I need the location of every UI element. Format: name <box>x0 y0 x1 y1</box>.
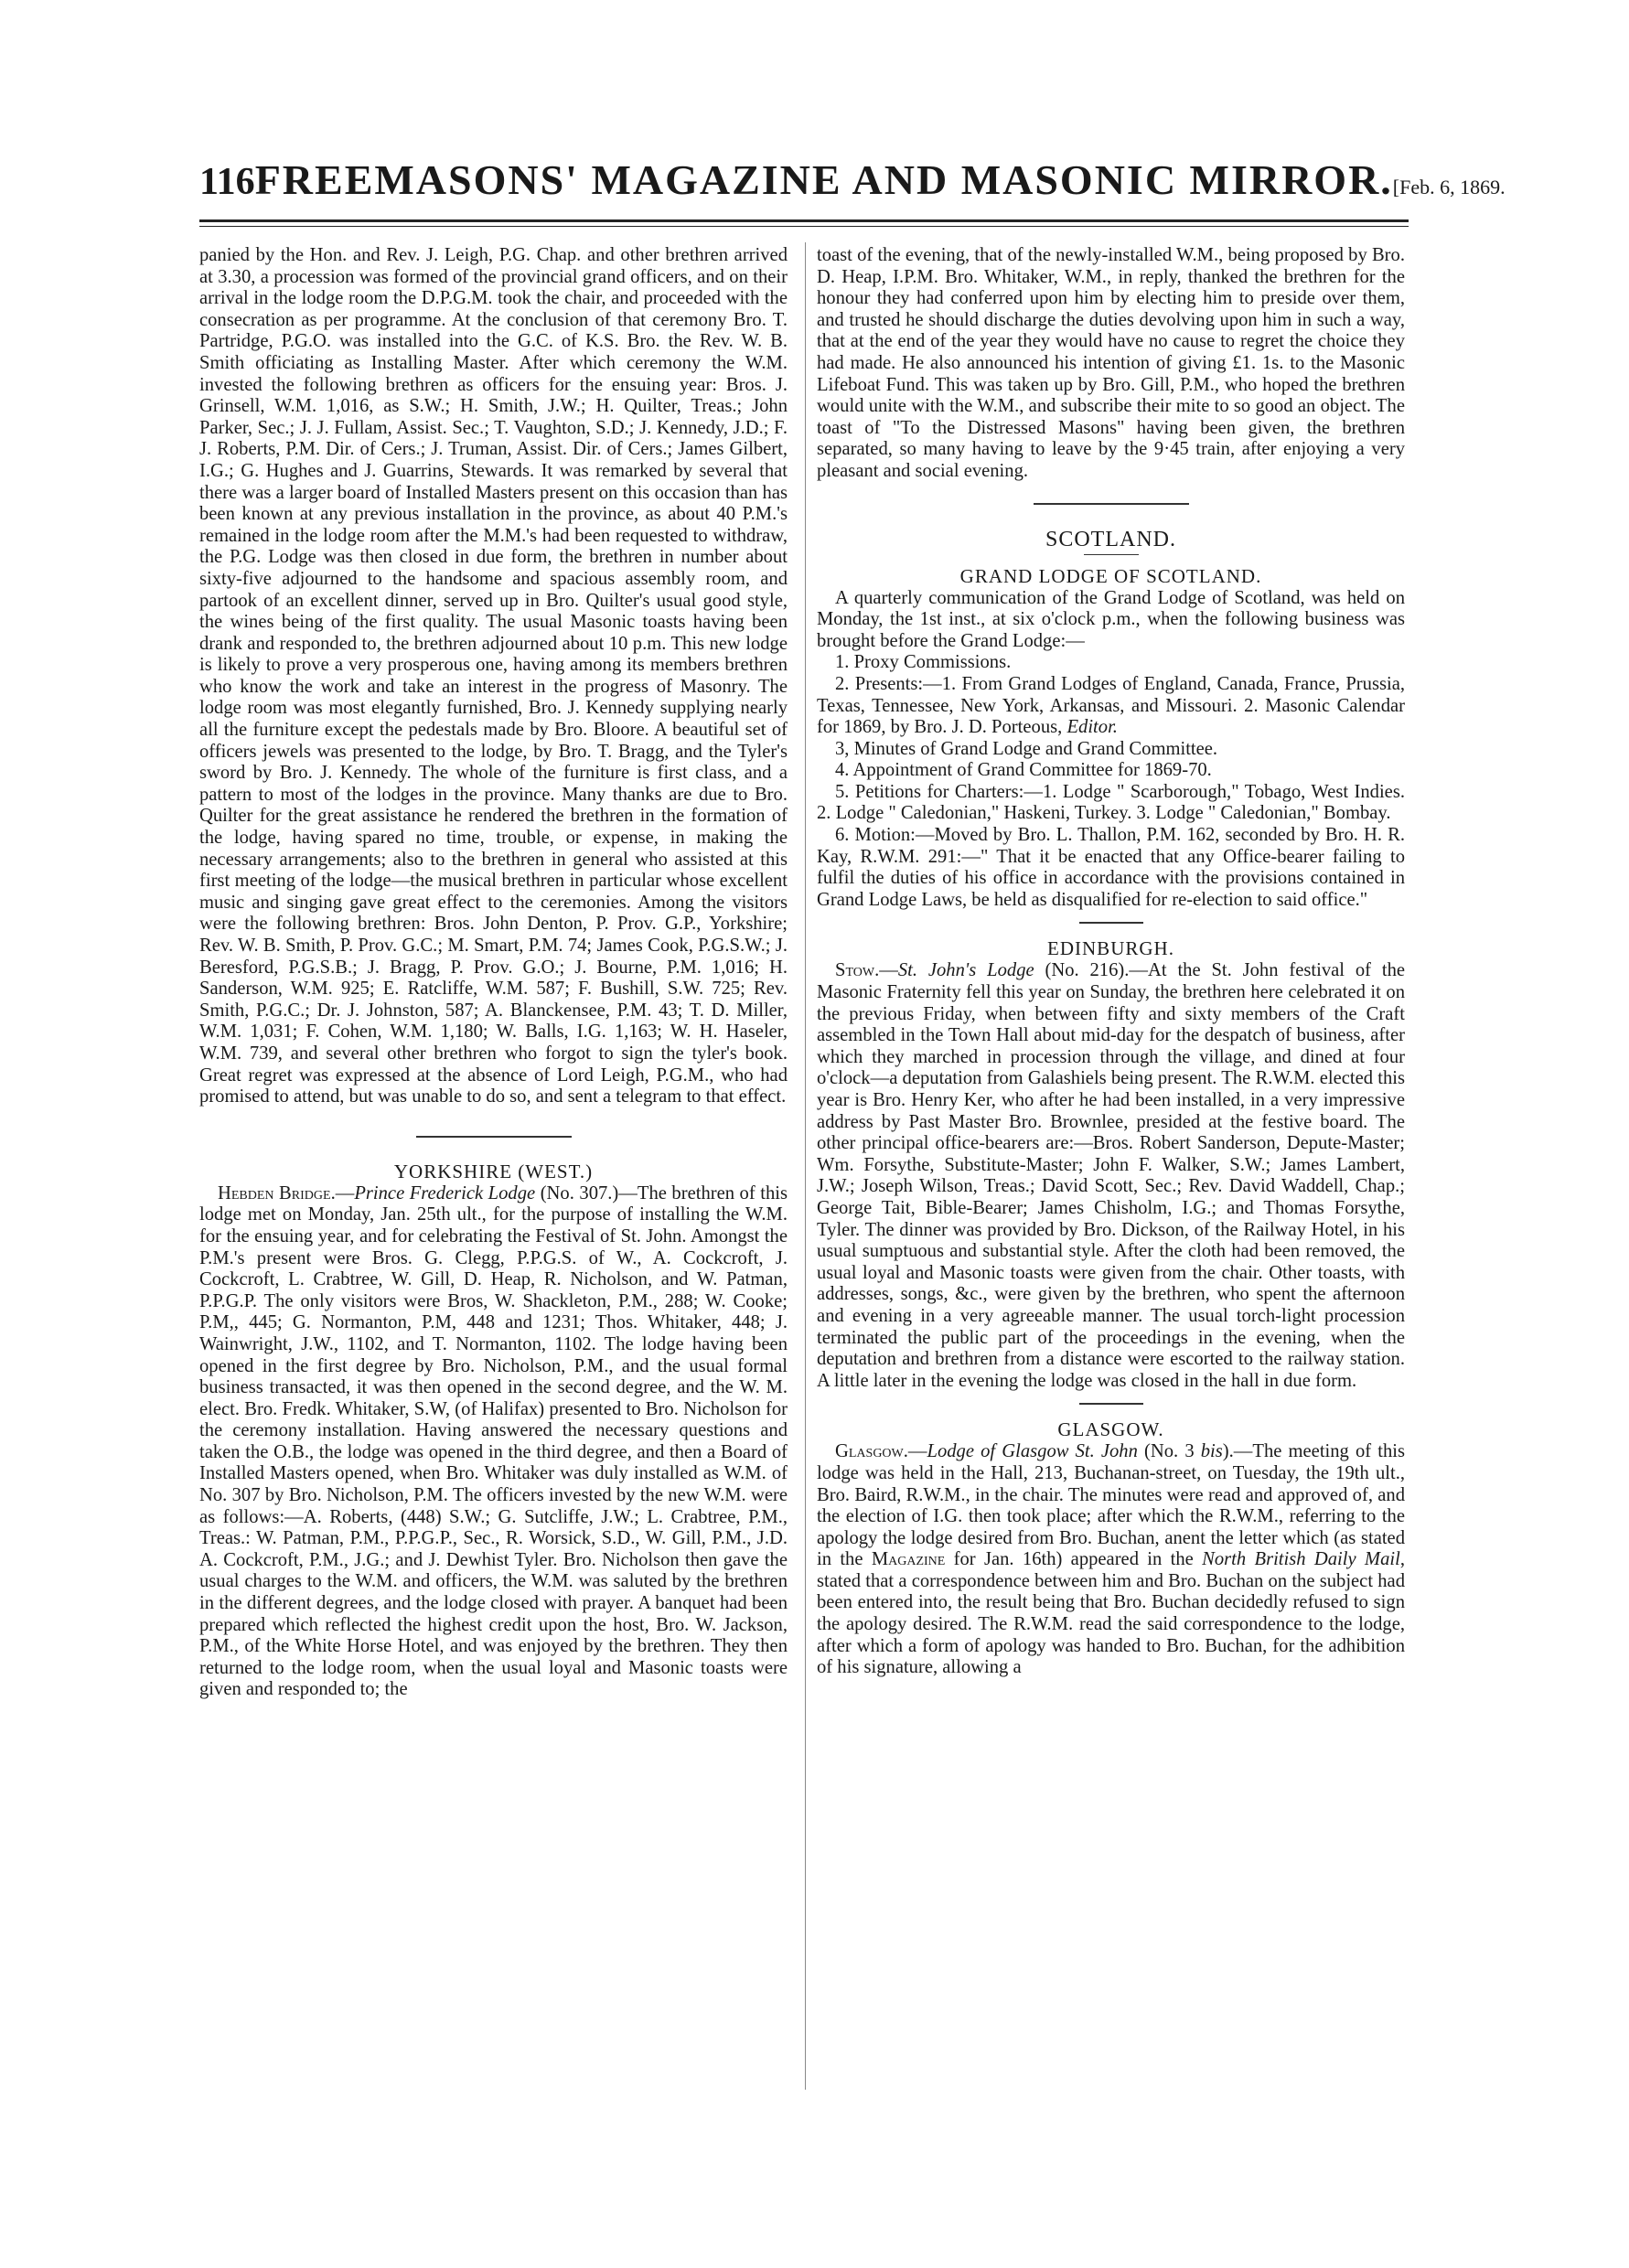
issue-date: [Feb. 6, 1869. <box>1392 176 1506 198</box>
right-column <box>817 245 1405 1679</box>
hebden-bridge-report: Hebden Bridge.—Prince Frederick Lodge (No. 307.)—The brethren of this lodge met on Monday, Jan. 25th ult., for the purpose of installing the W.M. for the ensuing year, and for celebrating the Festival of St. John. Amongst the P.M.'s present were Bros. G. Clegg, P.P.G.S. of W., A. Cockcroft, J. Cockcroft, L. Crabtree, W. Gill, D. Heap, R. Nicholson, and W. Patman, P.P.G.P. The only visitors were Bros, W. Shackleton, P.M., 288; W. Cooke; P.M,, 445; G. Normanton, P.M, 448 and 1231; Thos. Whitaker, 448; J. Wainwright, J.W., 1102, and T. Normanton, 1102. The lodge having been opened in the first degree by Bro. Nicholson, P.M., and the usual formal business transacted, it was then opened in the second degree, and the W. M. elect. Bro. Fredk. Whitaker, S.W, (of Halifax) presented to Bro. Nicholson for the ceremony installation. Having answered the necessary questions and taken the O.B., the lodge was opened in the third degree, and then a Board of Installed Masters opened, when Bro. Whitaker was duly installed as W.M. of No. 307 by Bro. Nicholson, P.M. The officers invested by the new W.M. were as follows:—A. Roberts, (448) S.W.; G. Sutcliffe, J.W.; L. Crabtree, P.M., Treas.: W. Patman, P.M., P.P.G.P., Sec., R. Worsick, S.D., W. Gill, P.M., J.D. A. Cockcroft, P.M., J.G.; and J. Dewhist Tyler. Bro. Nicholson then gave the usual charges to the W.M. and officers, the W.M. was saluted by the brethren in the different degrees, and the lodge closed with prayer. A banquet had been prepared which reflected the highest credit upon the host, Bro. W. Jackson, P.M., of the White Horse Hotel, and was enjoyed by the brethren. They then returned to the lodge room, when the usual loyal and Masonic toasts were given and responded to; the <box>199 1182 788 1700</box>
report-lead: Hebden Bridge. <box>218 1182 336 1204</box>
business-item-4: 4. Appointment of Grand Committee for 1869-70. <box>835 760 1212 781</box>
business-item-1: 1. Proxy Commissions. <box>835 652 1012 673</box>
lodge-name: Lodge of Glasgow St. John <box>927 1441 1138 1462</box>
stow-report: Stow.—St. John's Lodge (No. 216).—At the St. John festival of the Masonic Fraternity fell this year on Sunday, the brethren here celebrated it on the previous Friday, when between fifty and sixty members of the Craft assembled in the Town Hall about mid-day for the despatch of business, after which they marched in procession through the village, and dined at four o'clock—a deputation from Galashiels being present. The R.W.M. elected this year is Bro. Henry Ker, who after he had been installed, in a very impressive address by Past Master Bro. Brownlee, presided at the festive board. The other principal office-bearers are:—Bros. Robert Sanderson, Depute-Master; Wm. Forsythe, Substitute-Master; John F. Walker, S.W.; James Lambert, J.W.; Joseph Wilson, Treas.; David Scott, Sec.; Rev. David Waddell, Chap.; George Tait, Bible-Bearer; James Chisholm, I.G.; and Thomas Forsythe, Tyler. The dinner was provided by Bro. Dickson, of the Railway Hotel, in his usual sumptuous and substantial style. After the cloth had been removed, the usual loyal and Masonic toasts were given from the chair. Other toasts, with addresses, songs, &c., were given by the brethren, who spent the afternoon and evening in a very agreeable manner. The usual torch-light procession terminated the public part of the proceedings in the evening, when the deputation and brethren from a distance were escorted to the railway station. A little later in the evening the lodge was closed in the hall in due form. <box>817 960 1406 1391</box>
grand-lodge-intro: A quarterly communication of the Grand Lodge of Scotland, was held on Monday, the 1st inst., at six o'clock p.m., when the following business was brought before the Grand Lodge:— <box>817 587 1405 651</box>
column-divider <box>805 242 806 2090</box>
page-number: 116 <box>199 161 255 203</box>
business-item-3: 3, Minutes of Grand Lodge and Grand Committee. <box>835 738 1218 759</box>
lodge-name: Prince Frederick Lodge <box>354 1182 536 1204</box>
section-separator <box>416 1136 572 1138</box>
magazine-title: FREEMASONS' MAGAZINE AND MASONIC MIRROR. <box>254 156 1393 203</box>
header-rule-thin <box>199 226 1409 227</box>
page-header <box>199 155 1506 212</box>
report-lead: Glasgow. <box>835 1441 908 1462</box>
lodge-name: St. John's Lodge <box>897 960 1034 981</box>
magazine-reference: Magazine <box>871 1549 946 1570</box>
business-item-5: 5. Petitions for Charters:—1. Lodge " Scarborough," Tobago, West Indies. 2. Lodge " Caledonian," Haskeni, Turkey. 3. Lodge " Caledonian," Bombay. <box>817 781 1405 824</box>
header-rule-thick <box>199 219 1409 222</box>
report-lead: Stow. <box>835 960 880 981</box>
subsection-separator <box>1079 1403 1143 1405</box>
continued-paragraph: toast of the evening, that of the newly-installed W.M., being proposed by Bro. D. Heap, I.P.M. Bro. Whitaker, W.M., in reply, thanked the brethren for the honour they had conferred upon him by electing him to preside over them, and trusted he should discharge the duties devolving upon him in such a way, that at the end of the year they would have no cause to regret the choice they had made. He also announced his intention of giving £1. 1s. to the Masonic Lifeboat Fund. This was taken up by Bro. Gill, P.M., who hoped the brethren would unite with the W.M., and subscribe their mite to so good an object. The toast of "To the Distressed Masons" having been given, the brethren separated, so many having to leave by the 9·45 train, after enjoying a very pleasant and social evening. <box>817 245 1405 481</box>
business-item-2: 2. Presents:—1. From Grand Lodges of England, Canada, France, Prussia, Texas, Tennessee, New York, Arkansas, and Missouri. 2. Masonic Calendar for 1869, by Bro. J. D. Porteous, Editor. <box>817 673 1405 738</box>
report-body: (No. 216).—At the St. John festival of the Masonic Fraternity fell this year on Sunday, the brethren here celebrated it on the previous Friday, when between fifty and sixty members of the Craft assembled in the Town Hall about mid-day for the despatch of business, after which they marched in procession through the village, and dined at four o'clock—a deputation from Galashiels being present. The R.W.M. elected this year is Bro. Henry Ker, who after he had been installed, in a very impressive address by Past Master Bro. Brownlee, presided at the festive board. The other principal office-bearers are:—Bros. Robert Sanderson, Depute-Master; Wm. Forsythe, Substitute-Master; John F. Walker, S.W.; James Lambert, J.W.; Joseph Wilson, Treas.; David Scott, Sec.; Rev. David Waddell, Chap.; George Tait, Bible-Bearer; James Chisholm, I.G.; and Thomas Forsythe, Tyler. The dinner was provided by Bro. Dickson, of the Railway Hotel, in his usual sumptuous and substantial style. After the cloth had been removed, the usual loyal and Masonic toasts were given from the chair. Other toasts, with addresses, songs, &c., were given by the brethren, who spent the afternoon and evening in a very agreeable manner. The usual torch-light procession terminated the public part of the proceedings in the evening, when the deputation and brethren from a distance were escorted to the railway station. A little later in the evening the lodge was closed in the hall in due form. <box>817 960 1406 1391</box>
newspaper-name: North British Daily Mail <box>1202 1549 1400 1570</box>
business-item-6: 6. Motion:—Moved by Bro. L. Thallon, P.M. 162, seconded by Bro. H. R. Kay, R.W.M. 291:—" That it be enacted that any Office-bearer failing to fulfil the duties of his office in accordance with the provisions contained in Grand Lodge Laws, be held as disqualified for re-election to said office." <box>817 825 1405 910</box>
heading-rule <box>1084 554 1139 555</box>
left-column <box>199 245 788 1701</box>
subheading-edinburgh: EDINBURGH. <box>1047 937 1174 960</box>
subheading-grand-lodge: GRAND LODGE OF SCOTLAND. <box>959 564 1262 587</box>
section-separator <box>1034 503 1189 505</box>
report-body: (No. 307.)—The brethren of this lodge met on Monday, Jan. 25th ult., for the purpose of installing the W.M. for the ensuing year, and for celebrating the Festival of St. John. Amongst the P.M.'s present were Bros. G. Clegg, P.P.G.S. of W., A. Cockcroft, J. Cockcroft, L. Crabtree, W. Gill, D. Heap, R. Nicholson, and W. Patman, P.P.G.P. The only visitors were Bros, W. Shackleton, P.M., 288; W. Cooke; P.M,, 445; G. Normanton, P.M, 448 and 1231; Thos. Whitaker, 448; J. Wainwright, J.W., 1102, and T. Normanton, 1102. The lodge having been opened in the first degree by Bro. Nicholson, P.M., and the usual formal business transacted, it was then opened in the second degree, and the W. M. elect. Bro. Fredk. Whitaker, S.W, (of Halifax) presented to Bro. Nicholson for the ceremony installation. Having answered the necessary questions and taken the O.B., the lodge was opened in the third degree, and then a Board of Installed Masters opened, when Bro. Whitaker was duly installed as W.M. of No. 307 by Bro. Nicholson, P.M. The officers invested by the new W.M. were as follows:—A. Roberts, (448) S.W.; G. Sutcliffe, J.W.; L. Crabtree, P.M., Treas.: W. Patman, P.M., P.P.G.P., Sec., R. Worsick, S.D., W. Gill, P.M., J.D. A. Cockcroft, P.M., J.G.; and J. Dewhist Tyler. Bro. Nicholson then gave the usual charges to the W.M. and officers, the W.M. was saluted by the brethren in the different degrees, and the lodge closed with prayer. A banquet had been prepared which reflected the highest credit upon the host, Bro. W. Jackson, P.M., of the White Horse Hotel, and was enjoyed by the brethren. They then returned to the lodge room, when the usual loyal and Masonic toasts were given and responded to; the <box>199 1182 788 1700</box>
section-heading-scotland: SCOTLAND. <box>1045 527 1176 551</box>
section-heading-yorkshire: YORKSHIRE (WEST.) <box>393 1160 594 1182</box>
subsection-separator <box>1079 922 1143 924</box>
glasgow-report: Glasgow.—Lodge of Glasgow St. John (No. 3 bis).—The meeting of this lodge was held in the Hall, 213, Buchanan-street, on Tuesday, the 19th ult., Bro. Baird, R.W.M., in the chair. The minutes were read and approved of, and the election of I.G. then took place; after which the R.W.M., referring to the apology the lodge desired from Bro. Buchan, anent the letter which (as stated in the Magazine for Jan. 16th) appeared in the North British Daily Mail, stated that a correspondence between him and Bro. Buchan on the subject had been entered into, the result being that Bro. Buchan decidedly refused to sign the apology desired. The R.W.M. read the said correspondence to the lodge, after which a form of apology was handed to Bro. Buchan, for the adhibition of his signature, allowing a <box>817 1441 1405 1678</box>
continued-paragraph: panied by the Hon. and Rev. J. Leigh, P.G. Chap. and other brethren arrived at 3.30, a procession was formed of the provincial grand officers, and on their arrival in the lodge room the D.P.G.M. took the chair, and proceeded with the consecration as per programme. At the conclusion of that ceremony Bro. T. Partridge, P.G.O. was installed into the G.C. of K.S. Bro. the Rev. W. B. Smith officiating as Installing Master. After which ceremony the W.M. invested the following brethren as officers for the ensuing year: Bros. J. Grinsell, W.M. 1,016, as S.W.; H. Smith, J.W.; H. Quilter, Treas.; John Parker, Sec.; J. J. Fullam, Assist. Sec.; T. Vaughton, S.D.; J. Kennedy, J.D.; F. J. Roberts, P.M. Dir. of Cers.; J. Truman, Assist. Dir. of Cers.; James Gilbert, I.G.; G. Hughes and J. Guarrins, Stewards. It was remarked by several that there was a larger board of Installed Masters present on this occasion than has been known at any previous installation in the province, as about 40 P.M.'s remained in the lodge room after the M.M.'s had been requested to withdraw, the P.G. Lodge was then closed in due form, the brethren in number about sixty-five adjourned to the handsome and spacious assembly room, and partook of an excellent dinner, served up in Bro. Quilter's usual good style, the wines being of the first quality. The usual Masonic toasts having been drank and responded to, the brethren adjourned about 10 p.m. This new lodge is likely to prove a very prosperous one, having among its members brethren who know the work and take an interest in the progress of Masonry. The lodge room was most elegantly furnished, Bro. J. Kennedy supplying nearly all the furniture except the pedestals made by Bro. Bloore. A beautiful set of officers jewels was presented to the lodge, by Bro. T. Bragg, and the Tyler's sword by Bro. J. Kennedy. The whole of the furniture is first class, and a pattern to most of the lodges in the province. Many thanks are due to Bro. Quilter for the great assistance he rendered the brethren in the formation of the lodge, having spared no time, trouble, or expense, in making the necessary arrangements; also to the brethren in general who assisted at this first meeting of the lodge—the musical brethren in particular whose excellent music and singing gave great effect to the ceremonies. Among the visitors were the following brethren: Bros. John Denton, P. Prov. G.P., Yorkshire; Rev. W. B. Smith, P. Prov. G.C.; M. Smart, P.M. 74; James Cook, P.G.S.W.; J. Beresford, P.G.S.B.; J. Bragg, P. Prov. G.O.; J. Bourne, P.M. 1,016; H. Sanderson, W.M. 925; E. Ratcliffe, W.M. 587; F. Bushill, S.W. 725; Rev. Smith, P.G.C.; Dr. J. Johnston, 587; A. Blanckensee, P.M. 43; T. D. Miller, W.M. 1,031; F. Cohen, W.M. 1,180; W. Balls, I.G. 1,163; W. H. Haseler, W.M. 739, and several other brethren who forgot to sign the tyler's book. Great regret was expressed at the absence of Lord Leigh, P.G.M., who had promised to attend, but was unable to do so, and sent a telegram to that effect. <box>199 245 788 1107</box>
editor-label: Editor. <box>1066 717 1118 738</box>
subheading-glasgow: GLASGOW. <box>1057 1418 1164 1441</box>
